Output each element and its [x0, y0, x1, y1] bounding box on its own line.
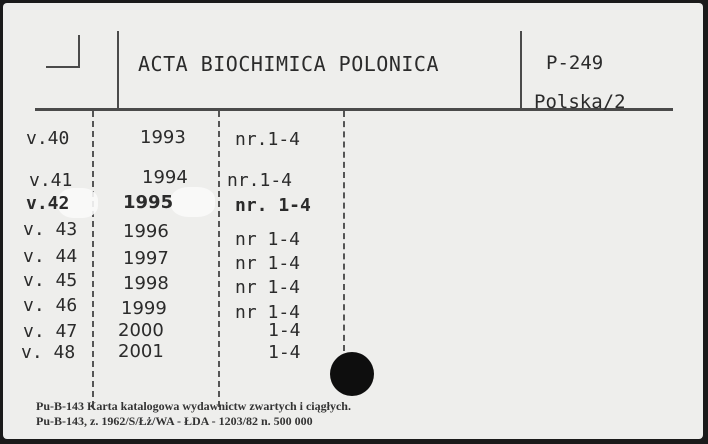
form-caption-line-2: Pu-B-143, z. 1962/S/Łż/WA - ŁDA - 1203/82 n. 500 000	[36, 414, 313, 428]
volume-cell: v. 45	[23, 270, 78, 291]
year-cell: 1998	[123, 273, 169, 294]
year-cell: 1995	[123, 192, 174, 213]
catalog-card	[3, 3, 703, 439]
corner-mark-vertical	[78, 35, 80, 68]
header-divider-right	[520, 31, 522, 109]
column-divider-3	[343, 111, 345, 351]
issues-cell: 1-4	[268, 320, 301, 341]
column-divider-2	[218, 111, 220, 407]
issues-cell: nr.1-4	[235, 129, 301, 150]
year-cell: 1994	[142, 167, 188, 188]
volume-cell: v. 47	[23, 321, 78, 342]
year-cell: 2001	[118, 341, 164, 362]
worn-patch	[171, 187, 215, 217]
issues-cell: 1-4	[268, 342, 301, 363]
issues-cell: nr 1-4	[235, 253, 301, 274]
form-caption-line-1: Pu-B-143 Karta katalogowa wydawnictw zwartych i ciągłych.	[36, 399, 351, 413]
volume-cell: v.41	[29, 170, 73, 191]
year-cell: 1997	[123, 248, 169, 269]
volume-cell: v. 46	[23, 295, 78, 316]
volume-cell: v. 44	[23, 246, 78, 267]
journal-title: ACTA BIOCHIMICA POLONICA	[138, 52, 439, 76]
issues-cell: nr. 1-4	[235, 195, 311, 216]
punch-hole	[330, 352, 374, 396]
issues-cell: nr 1-4	[235, 229, 301, 250]
volume-cell: v.40	[26, 128, 70, 149]
column-divider-1	[92, 111, 94, 407]
shelf-signature: P-249	[546, 52, 604, 74]
volume-cell: v. 43	[23, 219, 78, 240]
year-cell: 1996	[123, 221, 169, 242]
year-cell: 1999	[121, 298, 167, 319]
corner-mark-horizontal	[46, 66, 79, 68]
volume-cell: v. 48	[21, 342, 76, 363]
issues-cell: nr.1-4	[227, 170, 293, 191]
year-cell: 1993	[140, 127, 186, 148]
location-code: Polska/2	[534, 91, 626, 113]
header-divider-left	[117, 31, 119, 109]
volume-cell: v.42	[26, 193, 70, 214]
issues-cell: nr 1-4	[235, 277, 301, 298]
year-cell: 2000	[118, 320, 164, 341]
issues-cell: nr 1-4	[235, 302, 301, 323]
